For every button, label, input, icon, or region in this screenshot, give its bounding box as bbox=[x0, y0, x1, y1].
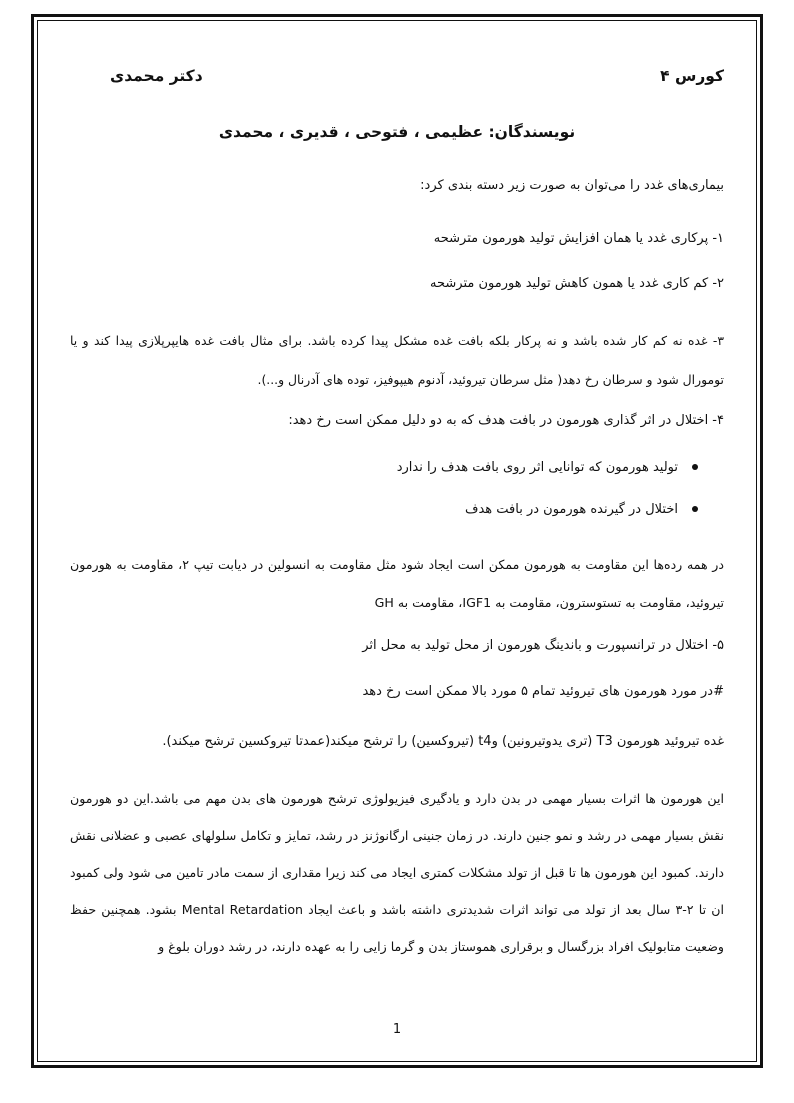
list-item-2: ۲- کم کاری غدد یا همون کاهش تولید هورمون مترشحه bbox=[430, 276, 724, 291]
list-item-1: ۱- پرکاری غدد یا همان افزایش تولید هورمون مترشحه bbox=[433, 231, 724, 246]
authors-line: نویسندگان: عظیمی ، فتوحی ، قدیری ، محمدی bbox=[218, 123, 576, 141]
hormones-paragraph: این هورمون ها اثرات بسیار مهمی در بدن دارد و یادگیری فیزیولوژی ترشح هورمون های بدن مهم می باشد.این دو هورمون نقش بسیار مهمی در رشد و نمو جنین دارند. در زمان جنینی ارگانوژنز در رشد، تمایز و تکامل سلولهای عصبی و عضلانی نقش دارند. کمبود این هورمون ها تا قبل از تولد مشکلات کمتری ایجاد می کند زیرا مقداری از سمت مادر تامین می شود ولی کمبود ان تا ۲-۳ سال بعد از تولد می تواند اثرات شدیدتری داشته باشد و باعث ایجاد Mental Retardation بشود. همچنین حفظ وضعیت متابولیک افراد بزرگسال و برقراری هموستاز بدن و گرما زایی را به عهده دارند، در رشد دوران بلوغ و bbox=[70, 791, 724, 954]
thyroid-gland-paragraph: غده تیروئید هورمون T3 (تری یدوتیرونین) وt4 (تیروکسین) را ترشح میکند(عمدتا تیروکسین ترشح میکند). bbox=[162, 734, 724, 749]
list-item-4: ۴- اختلال در اثر گذاری هورمون در بافت هدف که به دو دلیل ممکن است رخ دهد: bbox=[288, 413, 724, 428]
bullet-dot-icon bbox=[692, 464, 698, 470]
page-number: 1 bbox=[392, 1022, 402, 1037]
intro-paragraph: بیماری‌های غدد را می‌توان به صورت زیر دسته بندی کرد: bbox=[420, 178, 724, 193]
bullet-item: اختلال در گیرنده هورمون در بافت هدف bbox=[70, 500, 698, 520]
bullet-dot-icon bbox=[692, 506, 698, 512]
document-page bbox=[70, 56, 724, 1046]
doctor-name: دکتر محمدی bbox=[110, 67, 203, 85]
list-item-3: ۳- غده نه کم کار شده باشد و نه پرکار بلکه بافت غده مشکل پیدا کرده باشد. برای مثال بافت غده هایپرپلازی پیدا کند و یا تومورال شود و سرطان رخ دهد( مثل سرطان تیروئید، آدنوم هیپوفیز، توده های آدرنال و...). bbox=[70, 333, 724, 387]
bullet-item: تولید هورمون که توانایی اثر روی بافت هدف را ندارد bbox=[70, 458, 698, 478]
thyroid-note: #در مورد هورمون های تیروئید تمام ۵ مورد بالا ممکن است رخ دهد bbox=[362, 684, 724, 699]
list-item-5: ۵- اختلال در ترانسپورت و باندینگ هورمون از محل تولید به محل اثر bbox=[362, 638, 724, 653]
resistance-paragraph: در همه رده‌ها این مقاومت به هورمون ممکن است ایجاد شود مثل مقاومت به انسولین در دیابت تیپ ۲، مقاومت به هورمون تیروئید، مقاومت به تستوسترون، مقاومت به IGF1، مقاومت به GH bbox=[70, 557, 724, 610]
course-title: کورس ۴ bbox=[660, 67, 724, 85]
